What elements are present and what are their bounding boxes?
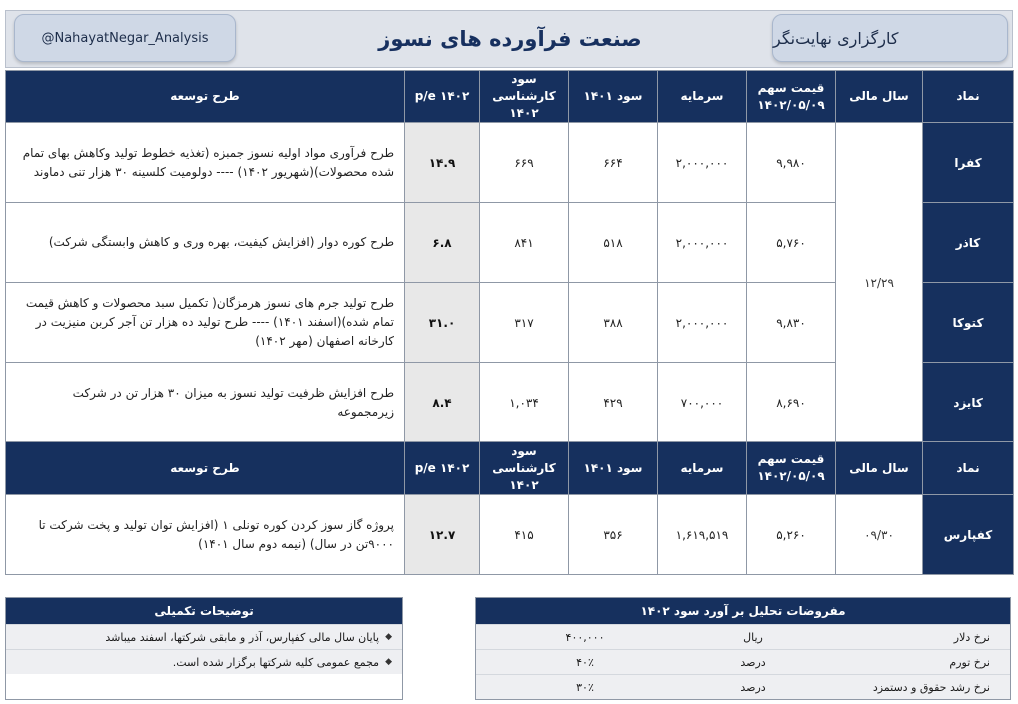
table-row bbox=[6, 495, 1014, 575]
col-header-plan: طرح توسعه bbox=[6, 71, 405, 123]
bullet-icon: ◆ bbox=[385, 632, 392, 642]
pe-cell: ۱۲.۷ bbox=[405, 495, 480, 575]
capital-cell: ۱,۶۱۹,۵۱۹ bbox=[658, 495, 747, 575]
handle-badge bbox=[14, 14, 236, 62]
col-header-capital: سرمایه bbox=[658, 442, 747, 495]
profit1401-cell: ۵۱۸ bbox=[569, 203, 658, 283]
col-header-expert: سود کارشناسی ۱۴۰۲ bbox=[480, 71, 569, 123]
page-title: صنعت فرآورده های نسوز bbox=[378, 27, 642, 51]
note-item bbox=[6, 624, 402, 649]
profit1401-cell: ۳۵۶ bbox=[569, 495, 658, 575]
assumption-unit: ریال bbox=[743, 630, 763, 644]
pe-cell: ۱۴.۹ bbox=[405, 123, 480, 203]
assumption-label: نرخ تورم bbox=[949, 655, 990, 669]
assumptions-title: مفروضات تحلیل بر آورد سود ۱۴۰۲ bbox=[476, 598, 1010, 624]
col-header-price: قیمت سهم ۱۴۰۲/۰۵/۰۹ bbox=[747, 442, 836, 495]
notes-panel bbox=[5, 597, 403, 700]
assumption-unit: درصد bbox=[740, 655, 766, 669]
col-header-namad: نماد bbox=[923, 442, 1014, 495]
assumption-value: ۳۰٪ bbox=[576, 680, 594, 694]
expert-profit-cell: ۸۴۱ bbox=[480, 203, 569, 283]
col-header-capital: سرمایه bbox=[658, 71, 747, 123]
industry-table-group1 bbox=[5, 70, 1014, 443]
capital-cell: ۲,۰۰۰,۰۰۰ bbox=[658, 283, 747, 363]
assumption-value: ۴۰۰,۰۰۰ bbox=[565, 630, 605, 644]
broker-badge bbox=[772, 14, 1008, 62]
col-header-profit1401: سود ۱۴۰۱ bbox=[569, 71, 658, 123]
expert-profit-cell: ۳۱۷ bbox=[480, 283, 569, 363]
note-text: مجمع عمومی کلیه شرکتها برگزار شده است. bbox=[172, 655, 380, 669]
assumption-row bbox=[476, 624, 1010, 649]
note-item bbox=[6, 649, 402, 674]
col-header-fiscal: سال مالی bbox=[836, 442, 923, 495]
expert-profit-cell: ۱,۰۳۴ bbox=[480, 363, 569, 443]
assumptions-panel bbox=[475, 597, 1011, 700]
price-cell: ۹,۹۸۰ bbox=[747, 123, 836, 203]
assumption-row bbox=[476, 674, 1010, 699]
table-header-row bbox=[6, 71, 1014, 123]
profit1401-cell: ۶۶۴ bbox=[569, 123, 658, 203]
assumption-label: نرخ رشد حقوق و دستمزد bbox=[872, 680, 990, 694]
assumption-label: نرخ دلار bbox=[953, 630, 990, 644]
capital-cell: ۷۰۰,۰۰۰ bbox=[658, 363, 747, 443]
namad-cell: کفپارس bbox=[923, 495, 1014, 575]
capital-cell: ۲,۰۰۰,۰۰۰ bbox=[658, 203, 747, 283]
plan-cell: طرح کوره دوار (افزایش کیفیت، بهره وری و کاهش وابستگی شرکت) bbox=[6, 203, 405, 283]
profit1401-cell: ۴۲۹ bbox=[569, 363, 658, 443]
handle-text: @NahayatNegar_Analysis bbox=[41, 30, 209, 46]
price-cell: ۸,۶۹۰ bbox=[747, 363, 836, 443]
col-header-pe: p/e ۱۴۰۲ bbox=[405, 442, 480, 495]
expert-profit-cell: ۴۱۵ bbox=[480, 495, 569, 575]
namad-cell: کفرا bbox=[923, 123, 1014, 203]
capital-cell: ۲,۰۰۰,۰۰۰ bbox=[658, 123, 747, 203]
namad-cell: کتوکا bbox=[923, 283, 1014, 363]
plan-cell: طرح افزایش ظرفیت تولید نسوز به میزان ۳۰ هزار تن در شرکت زیرمجموعه bbox=[6, 363, 405, 443]
col-header-profit1401: سود ۱۴۰۱ bbox=[569, 442, 658, 495]
table-header-row bbox=[6, 442, 1014, 495]
bullet-icon: ◆ bbox=[385, 657, 392, 667]
pe-cell: ۸.۴ bbox=[405, 363, 480, 443]
col-header-plan: طرح توسعه bbox=[6, 442, 405, 495]
namad-cell: کایزد bbox=[923, 363, 1014, 443]
col-header-namad: نماد bbox=[923, 71, 1014, 123]
col-header-expert: سود کارشناسی ۱۴۰۲ bbox=[480, 442, 569, 495]
notes-title: توضیحات تکمیلی bbox=[6, 598, 402, 624]
price-cell: ۹,۸۳۰ bbox=[747, 283, 836, 363]
namad-cell: کاذر bbox=[923, 203, 1014, 283]
note-text: پایان سال مالی کفپارس، آذر و مابقی شرکتها، اسفند میباشد bbox=[105, 630, 380, 644]
plan-cell: پروژه گاز سوز کردن کوره تونلی ۱ (افزایش توان تولید و پخت شرکت تا ۹۰۰۰تن در سال) (نیمه دوم سال ۱۴۰۱) bbox=[6, 495, 405, 575]
price-cell: ۵,۷۶۰ bbox=[747, 203, 836, 283]
expert-profit-cell: ۶۶۹ bbox=[480, 123, 569, 203]
pe-cell: ۶.۸ bbox=[405, 203, 480, 283]
fiscal-year-cell: ۰۹/۳۰ bbox=[836, 495, 923, 575]
profit1401-cell: ۳۸۸ bbox=[569, 283, 658, 363]
plan-cell: طرح تولید جرم های نسوز هرمزگان( تکمیل سبد محصولات و کاهش قیمت تمام شده)(اسفند ۱۴۰۱) ---- طرح تولید ده هزار تن آجر کربن منیزیت در کارخانه اصفهان (مهر ۱۴۰۲) bbox=[6, 283, 405, 363]
col-header-fiscal: سال مالی bbox=[836, 71, 923, 123]
fiscal-year-cell: ۱۲/۲۹ bbox=[836, 123, 923, 443]
plan-cell: طرح فرآوری مواد اولیه نسوز جمبزه (تغذیه خطوط تولید وکاهش بهای تمام شده محصولات)(شهریور ۱۴۰۲) ---- دولومیت کلسینه ۳۰ هزار تنی دماوند bbox=[6, 123, 405, 203]
col-header-pe: p/e ۱۴۰۲ bbox=[405, 71, 480, 123]
assumption-unit: درصد bbox=[740, 680, 766, 694]
pe-cell: ۳۱.۰ bbox=[405, 283, 480, 363]
assumption-value: ۴۰٪ bbox=[576, 655, 594, 669]
col-header-price: قیمت سهم ۱۴۰۲/۰۵/۰۹ bbox=[747, 71, 836, 123]
assumption-row bbox=[476, 649, 1010, 674]
industry-table-group2 bbox=[5, 441, 1014, 575]
broker-name: کارگزاری نهایت‌نگر bbox=[773, 28, 899, 48]
price-cell: ۵,۲۶۰ bbox=[747, 495, 836, 575]
table-row bbox=[6, 123, 1014, 203]
